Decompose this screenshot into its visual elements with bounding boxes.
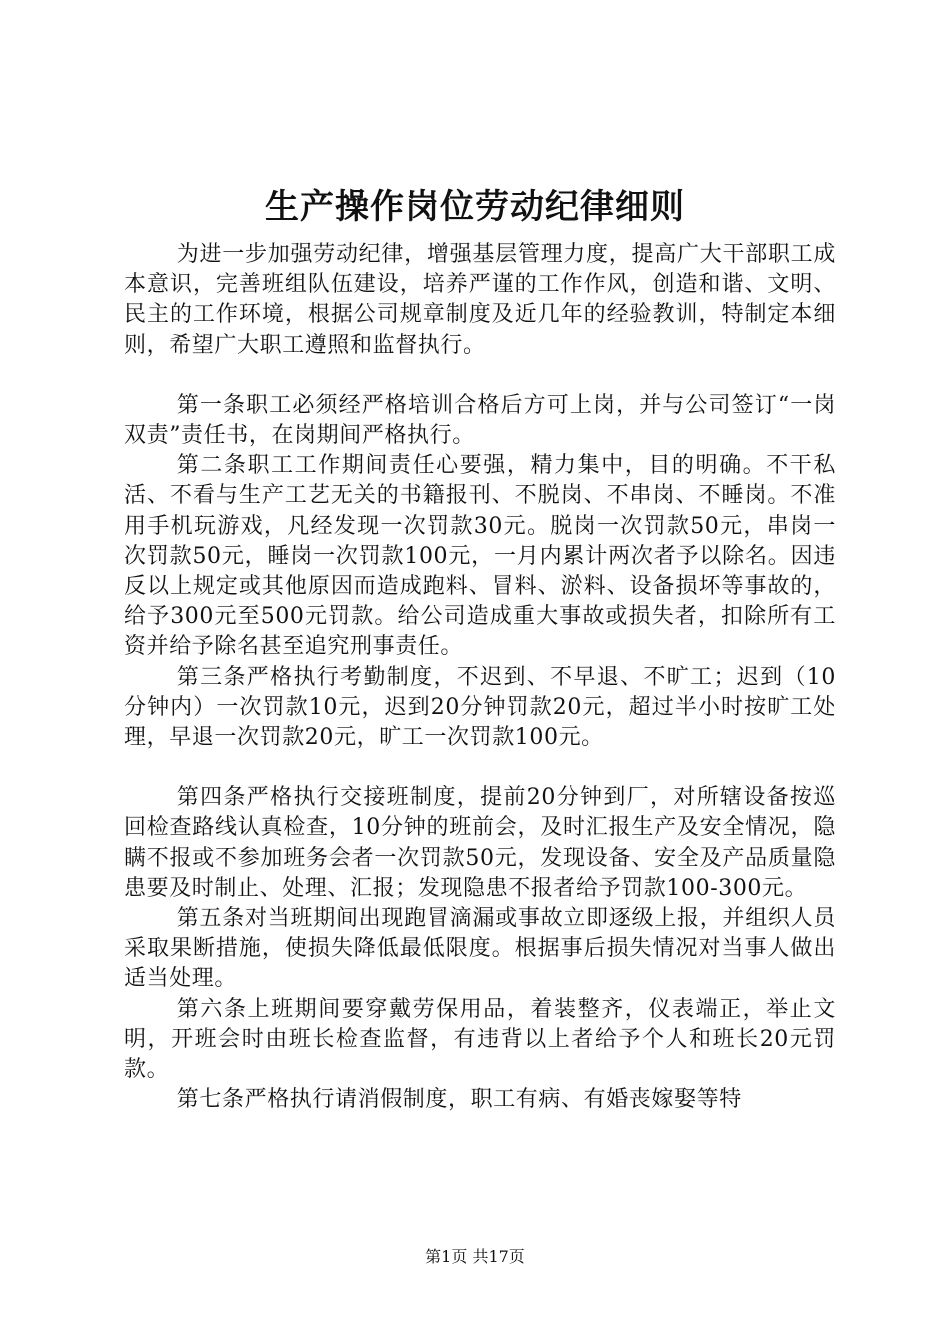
article-5-paragraph: 第五条对当班期间出现跑冒滴漏或事故立即逐级上报，并组织人员采取果断措施，使损失降低最低限度。根据事后损失情况对当事人做出适当处理。 — [124, 906, 836, 992]
article-3-paragraph: 第三条严格执行考勤制度，不迟到、不早退、不旷工；迟到（10分钟内）一次罚款10元，迟到20分钟罚款20元，超过半小时按旷工处理，早退一次罚款20元，旷工一次罚款100元。 — [124, 664, 836, 751]
page-footer: 第1页 共17页 — [425, 1247, 525, 1266]
article-4-paragraph: 第四条严格执行交接班制度，提前20分钟到厂，对所辖设备按巡回检查路线认真检查，10分钟的班前会，及时汇报生产及安全情况，隐瞒不报或不参加班务会者一次罚款50元，发现设备、安全及产品质量隐患要及时制止、处理、汇报；发现隐患不报者给予罚款100-300元。 — [124, 785, 836, 901]
document-body — [124, 240, 836, 1115]
article-2-paragraph: 第二条职工工作期间责任心要强，精力集中，目的明确。不干私活、不看与生产工艺无关的书籍报刊、不脱岗、不串岗、不睡岗。不准用手机玩游戏，凡经发现一次罚款30元。脱岗一次罚款50元，串岗一次罚款50元，睡岗一次罚款100元，一月内累计两次者予以除名。因违反以上规定或其他原因而造成跑料、冒料、淤料、设备损坏等事故的，给予300元至500元罚款。给公司造成重大事故或损失者，扣除所有工资并给予除名甚至追究刑事责任。 — [124, 453, 836, 660]
article-6-paragraph: 第六条上班期间要穿戴劳保用品，着装整齐，仪表端正，举止文明，开班会时由班长检查监督，有违背以上者给予个人和班长20元罚款。 — [124, 996, 836, 1083]
article-1-paragraph: 第一条职工必须经严格培训合格后方可上岗，并与公司签订“一岗双责”责任书，在岗期间严格执行。 — [124, 392, 836, 449]
article-7-paragraph: 第七条严格执行请消假制度，职工有病、有婚丧嫁娶等特 — [176, 1087, 742, 1113]
intro-paragraph: 为进一步加强劳动纪律，增强基层管理力度，提高广大干部职工成本意识，完善班组队伍建设，培养严谨的工作作风，创造和谐、文明、民主的工作环境，根据公司规章制度及近几年的经验教训，特制定本细则，希望广大职工遵照和监督执行。 — [124, 242, 836, 358]
document-title: 生产操作岗位劳动纪律细则 — [265, 187, 685, 227]
